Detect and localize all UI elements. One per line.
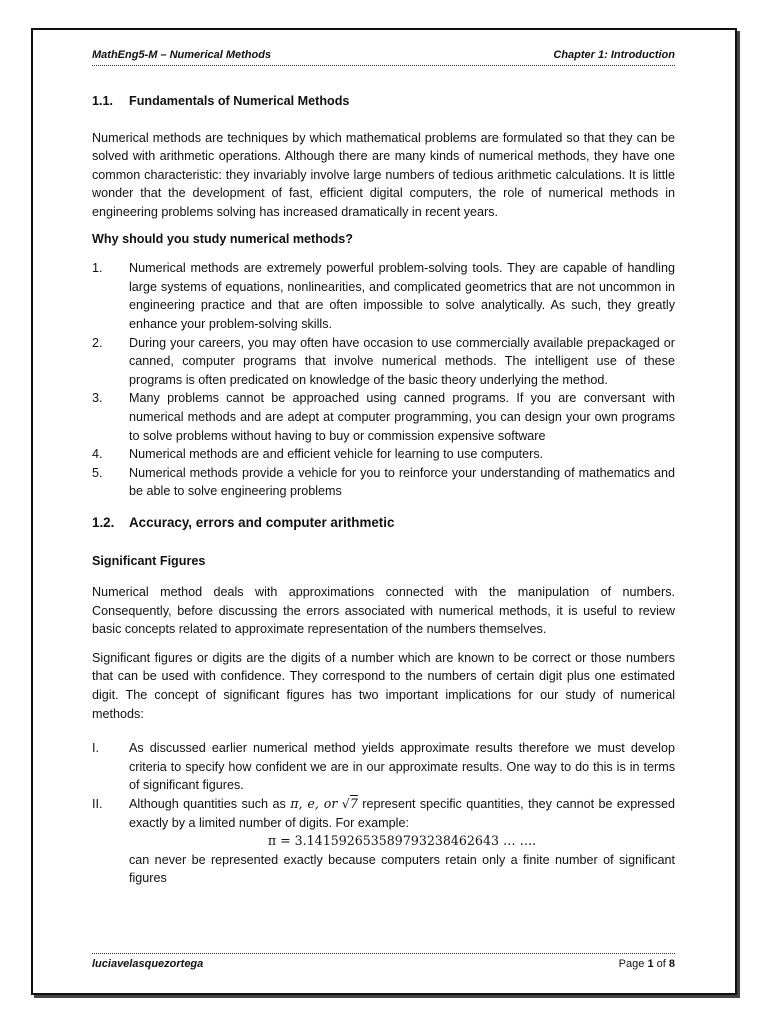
page-header xyxy=(92,48,675,66)
list-item-text: During your careers, you may often have occasion to use commercially available prepackaged or canned, computer programs that involve numerical methods. The intelligent use of these programs is often predicated on knowledge of the basic theory underlying the method. xyxy=(129,335,675,387)
header-course-title: MathEng5-M – Numerical Methods xyxy=(92,49,272,61)
list-marker: 4. xyxy=(92,447,103,462)
list-item xyxy=(92,445,675,464)
sqrt-icon: √ xyxy=(341,796,350,811)
intro-paragraph: Numerical methods are techniques by which mathematical problems are formulated so that they can be solved with arithmetic operations. Although there are many kinds of numerical methods, they have one common characteristic: they invariably involve large numbers of tedious arithmetic calculations. It is little wonder that the development of fast, efficient digital computers, the role of numerical methods in engineering problems solving has increased dramatically in recent years. xyxy=(92,130,675,219)
list-item xyxy=(92,795,675,888)
list-item-text: Numerical methods provide a vehicle for you to reinforce your understanding of mathematics and be able to solve engineering problems xyxy=(129,465,675,499)
list-item xyxy=(92,259,675,333)
section-heading-1-2 xyxy=(92,514,675,533)
list-item-lead: Although quantities such as xyxy=(129,797,286,811)
list-marker: I. xyxy=(92,741,99,756)
document-body xyxy=(92,48,675,888)
why-study-heading: Why should you study numerical methods? xyxy=(92,231,353,246)
list-item-text: Many problems cannot be approached using canned programs. If you are conversant with numerical methods and are adept at computer programming, you can design your own programs to solve problems without having to buy or commission expensive software xyxy=(129,391,675,443)
list-marker: 2. xyxy=(92,335,103,350)
list-marker: 3. xyxy=(92,391,103,406)
section-number: 1.1. xyxy=(92,94,114,108)
section-title: Fundamentals of Numerical Methods xyxy=(129,94,350,108)
list-item xyxy=(92,739,675,795)
pi-equation: π = 3.141592653589793238462643 … …. xyxy=(267,833,537,849)
header-chapter-title: Chapter 1: Introduction xyxy=(553,49,675,61)
list-item xyxy=(92,334,675,390)
page-of: of xyxy=(656,958,666,970)
page-number xyxy=(619,957,675,971)
significant-figures-paragraph: Significant figures or digits are the digits of a number which are known to be correct or those numbers that can be used with confidence. They correspond to the numbers of certain digit plus one estimated digit. The concept of significant figures has two important implications for our study of numerical methods: xyxy=(92,650,675,721)
significant-figures-heading: Significant Figures xyxy=(92,554,206,569)
list-marker: 5. xyxy=(92,465,103,480)
implications-list xyxy=(92,739,675,888)
list-item-rest: represent specific quantities, they cannot be expressed exactly by a limited number of digits. For example: xyxy=(129,797,676,830)
footer-author: luciavelasquezortega xyxy=(92,958,204,970)
list-item xyxy=(92,464,675,501)
list-item-text: Numerical methods are extremely powerful problem-solving tools. They are capable of handling large systems of equations, nonlinearities, and complicated geometrics that are not uncommon in engineering practice and that are often impossible to solve analytically. As such, they greatly enhance your problem-solving skills. xyxy=(129,261,675,331)
reasons-list xyxy=(92,259,675,501)
list-item-tail: can never be represented exactly because computers retain only a finite number of significant figures xyxy=(129,852,675,886)
sqrt-expression xyxy=(342,796,358,811)
page-total: 8 xyxy=(668,958,675,970)
section-heading-1-1 xyxy=(92,92,675,111)
math-constants: π, e, or xyxy=(290,796,338,811)
page-current: 1 xyxy=(647,958,654,970)
sqrt-radicand: 7 xyxy=(349,796,358,811)
list-marker: II. xyxy=(92,797,103,811)
page-label: Page xyxy=(618,958,645,970)
list-marker: 1. xyxy=(92,261,103,276)
section-title: Accuracy, errors and computer arithmetic xyxy=(129,514,395,530)
list-item xyxy=(92,389,675,445)
section-number: 1.2. xyxy=(92,514,115,530)
list-item-text: Numerical methods are and efficient vehicle for learning to use computers. xyxy=(129,447,544,462)
approximations-paragraph: Numerical method deals with approximations connected with the manipulation of numbers. Consequently, before discussing the errors associated with numerical methods, it is useful to review basic concepts related to approximate representation of the numbers themselves. xyxy=(92,585,675,637)
page-footer xyxy=(92,953,675,971)
list-item-text: As discussed earlier numerical method yields approximate results therefore we must develop criteria to specify how confident we are in our approximate results. One way to do this is in terms of significant figures. xyxy=(129,741,675,793)
